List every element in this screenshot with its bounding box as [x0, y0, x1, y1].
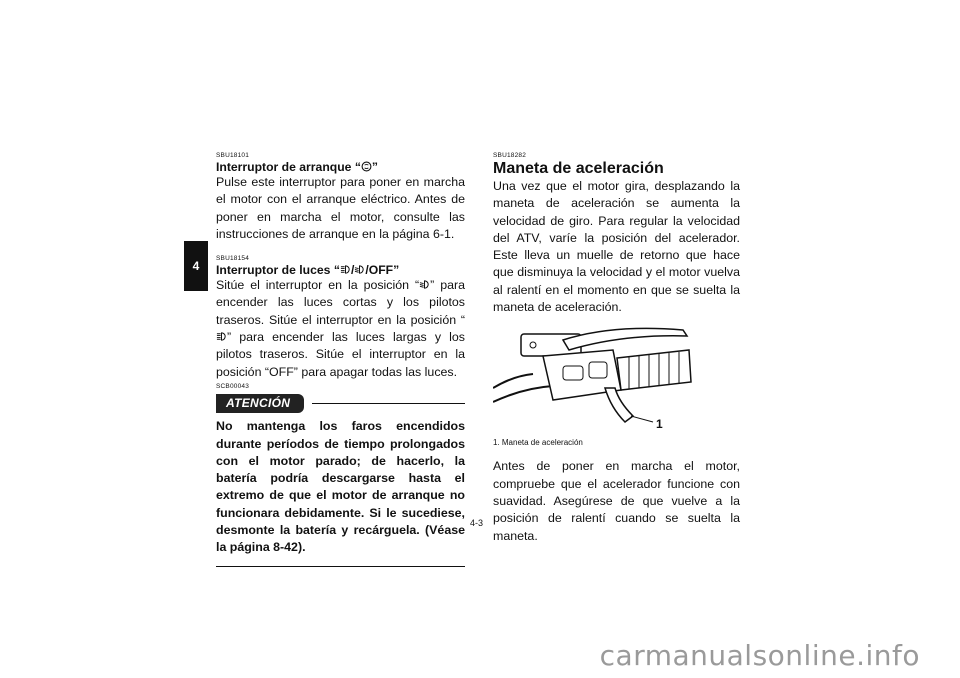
- light-switch-heading: [216, 263, 465, 277]
- warning-end-rule: [216, 566, 465, 567]
- warning-header: [216, 394, 465, 413]
- low-beam-icon: [419, 279, 430, 290]
- chapter-tab: 4: [184, 241, 208, 291]
- left-column: [216, 152, 465, 567]
- start-switch-heading: [216, 160, 465, 174]
- figure-caption: 1. Maneta de aceleración: [493, 438, 583, 448]
- high-beam-icon: [340, 264, 351, 275]
- heading-sep: /: [350, 263, 355, 278]
- warning-body: No mantenga los faros encendidos durante períodos de tiempo prolongados con el motor parado; de hacerlo, la batería podría descargarse hasta el extremo de que el motor de arranque no funcionara debidamente. Si le sucediese, desmonte la batería y recárguela. (Véase la página 8-42).: [216, 419, 465, 555]
- heading-text: Interruptor de arranque “: [216, 160, 361, 174]
- heading-text-end: /OFF”: [365, 263, 400, 278]
- warning-label: ATENCIÓN: [216, 394, 304, 413]
- body-part: ” para encender las luces largas y los pilotos traseros. Sitúe el interruptor en la posición “OFF” para apagar todas las luces.: [216, 330, 465, 379]
- throttle-check-body: Antes de poner en marcha el motor, compruebe que el acelerador funcione con suavidad. Asegúrese de que vuelve a la posición de ralentí cuando se suelta la maneta.: [493, 459, 740, 543]
- throttle-lever-illustration: [493, 326, 693, 434]
- section-code: SBU18154: [216, 255, 250, 263]
- warning-rule: [312, 403, 465, 404]
- figure-callout: 1: [656, 417, 663, 432]
- throttle-body: Una vez que el motor gira, desplazando la maneta de aceleración se aumenta la velocidad de giro. Para regular la velocidad del ATV, varíe la posición del acelerador. Este lleva un muelle de retorno que hace que disminuya la velocidad y el motor vuelva al ralentí en el momento en que se suelta la maneta de aceleración.: [493, 179, 740, 315]
- section-code: SBU18101: [216, 152, 250, 159]
- heading-text: Interruptor de luces “: [216, 263, 340, 278]
- warning-code: SCB00043: [216, 382, 250, 390]
- heading-text-end: ”: [371, 160, 379, 174]
- light-switch-body: [216, 277, 465, 381]
- low-beam-icon: [354, 264, 365, 275]
- right-column: [493, 152, 740, 545]
- body-part: Sitúe el interruptor en la posición “: [216, 278, 420, 293]
- high-beam-icon: [216, 331, 227, 342]
- watermark: carmanualsonline.info: [599, 639, 920, 672]
- starter-icon: [361, 161, 372, 172]
- throttle-heading: Maneta de aceleración: [493, 160, 664, 177]
- section-code: SBU18282: [493, 152, 527, 159]
- start-switch-body: Pulse este interruptor para poner en marcha el motor con el arranque eléctrico. Antes de poner en marcha el motor, consulte las instrucciones de arranque en la página 6-1.: [216, 175, 465, 241]
- page-number: 4-3: [470, 518, 484, 528]
- body-part: ” para encender las luces cortas y los pilotos traseros. Sitúe el interruptor en la posición “: [216, 278, 465, 327]
